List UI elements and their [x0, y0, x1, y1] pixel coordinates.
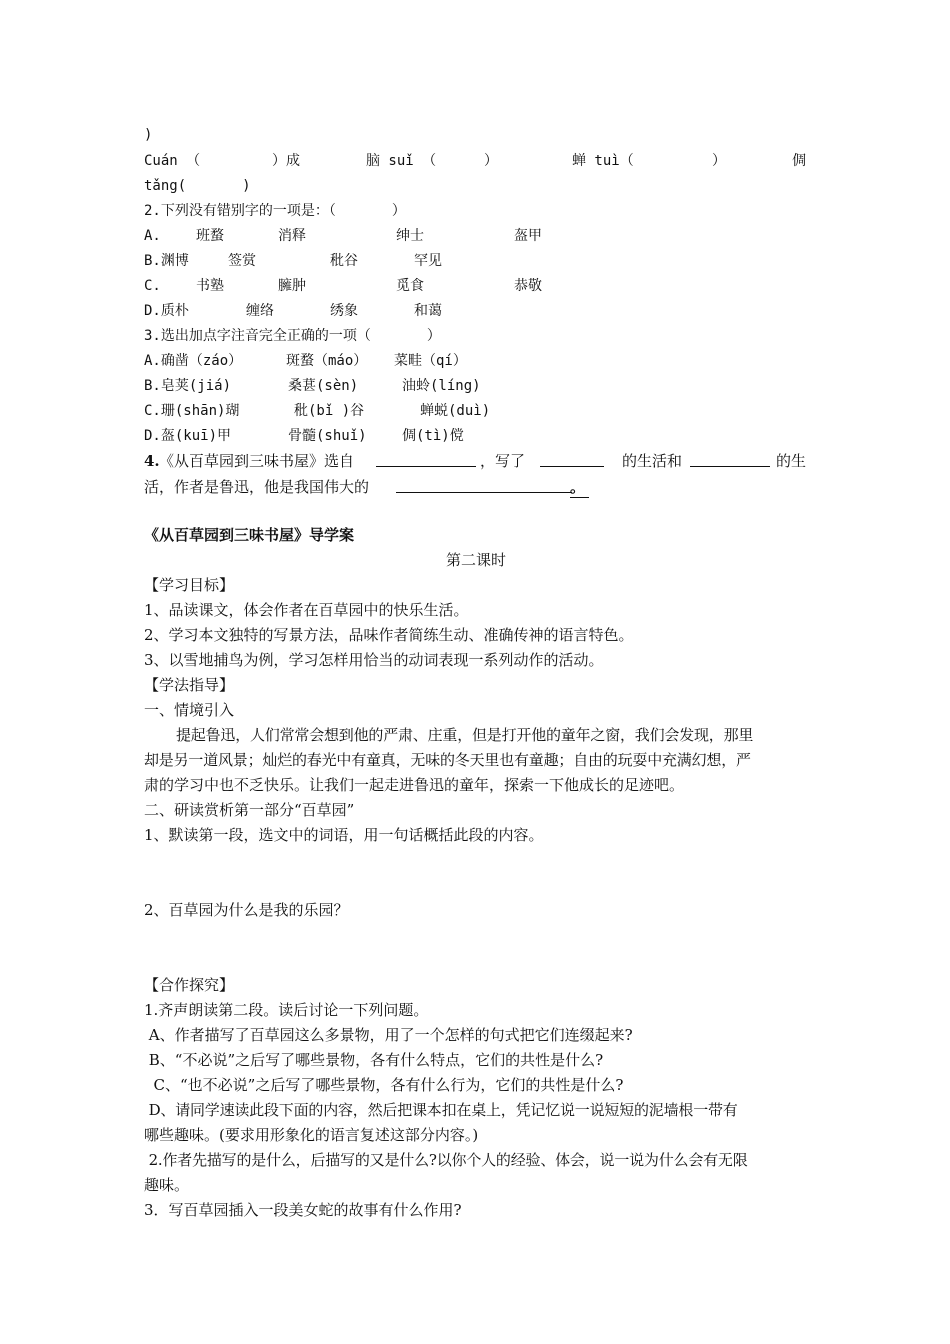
q3-option-a: A.确凿（záo） 斑蝥（máo） 菜畦（qí）	[144, 353, 467, 369]
q3-option-d: D.盔(kuī)甲 骨髓(shuǐ) 倜(tì)傥	[144, 428, 464, 444]
coop-item-2: 2.作者先描写的是什么，后描写的又是什么?以你个人的经验、体会，说一说为什么会有无限	[144, 1151, 748, 1169]
pinyin-row: Cuán （ ）成 脑 suǐ （ ） 蝉 tuì（ ） 倜	[144, 153, 806, 169]
coop-item-2-cont: 趣味。	[144, 1176, 190, 1194]
lesson-title: 《从百草园到三味书屋》导学案	[144, 526, 355, 544]
section-2-question-1: 1、默读第一段，选文中的词语，用一句话概括此段的内容。	[144, 826, 544, 844]
section-2-heading: 二、研读赏析第一部分“百草园”	[144, 801, 355, 819]
question-3: 3.选出加点字注音完全正确的一项（ ）	[144, 328, 441, 344]
intro-line-2: 却是另一道风景；灿烂的春光中有童真，无味的冬天里也有童趣；自由的玩耍中充满幻想，严	[144, 751, 751, 769]
goal-3: 3、以雪地捕鸟为例，学习怎样用恰当的动词表现一系列动作的活动。	[144, 651, 604, 669]
q2-option-c: C. 书塾 臃肿 觅食 恭敬	[144, 278, 542, 294]
section-2-question-2: 2、百草园为什么是我的乐园？	[144, 901, 349, 919]
coop-item-3: 3．写百草园插入一段美女蛇的故事有什么作用?	[144, 1201, 462, 1219]
paren-close: )	[144, 127, 153, 143]
method-heading: 【学法指导】	[144, 676, 235, 694]
q2-option-b: B.渊博 签赏 秕谷 罕见	[144, 253, 442, 269]
intro-line-1: 提起鲁迅，人们常常会想到他的严肃、庄重，但是打开他的童年之窗，我们会发现，那里	[176, 726, 754, 744]
q2-option-a: A. 班蝥 消释 绅士 盔甲	[144, 228, 542, 244]
q2-option-d: D.质朴 缠络 绣象 和蔼	[144, 303, 442, 319]
question-4: 4. 《从百草园到三味书屋》选自 ，写了 的生活和 的生	[144, 452, 807, 470]
q3-option-c: C.珊(shān)瑚 秕(bǐ )谷 蝉蜕(duì)	[144, 403, 491, 419]
coop-item-d-cont: 哪些趣味。(要求用形象化的语言复述这部分内容。)	[144, 1126, 479, 1144]
goal-2: 2、学习本文独特的写景方法，品味作者简练生动、准确传神的语言特色。	[144, 626, 634, 644]
goals-heading: 【学习目标】	[144, 576, 235, 594]
coop-item-1: 1.齐声朗读第二段。读后讨论一下列问题。	[144, 1001, 429, 1019]
section-1-heading: 一、情境引入	[144, 701, 235, 719]
pinyin-row-2: tǎng( )	[144, 178, 251, 194]
coop-heading: 【合作探究】	[144, 976, 235, 994]
coop-item-c: C、“也不必说”之后写了哪些景物，各有什么行为，它们的共性是什么?	[144, 1076, 624, 1094]
goal-1: 1、品读课文，体会作者在百草园中的快乐生活。	[144, 601, 469, 619]
coop-item-a: A、作者描写了百草园这么多景物，用了一个怎样的句式把它们连缀起来?	[144, 1026, 633, 1044]
intro-line-3: 肃的学习中也不乏快乐。让我们一起走进鲁迅的童年，探索一下他成长的足迹吧。	[144, 776, 685, 794]
question-4-cont: 活，作者是鲁迅，他是我国伟大的 。	[144, 477, 808, 497]
question-2: 2.下列没有错别字的一项是：（ ）	[144, 203, 406, 219]
lesson-subtitle: 第二课时	[445, 551, 506, 569]
q3-option-b: B.皂荚(jiá) 桑葚(sèn) 油蛉(líng)	[144, 378, 481, 394]
coop-item-b: B、“不必说”之后写了哪些景物，各有什么特点，它们的共性是什么?	[144, 1051, 604, 1069]
coop-item-d: D、请同学速读此段下面的内容，然后把课本扣在桌上，凭记忆说一说短短的泥墙根一带有	[144, 1101, 738, 1119]
